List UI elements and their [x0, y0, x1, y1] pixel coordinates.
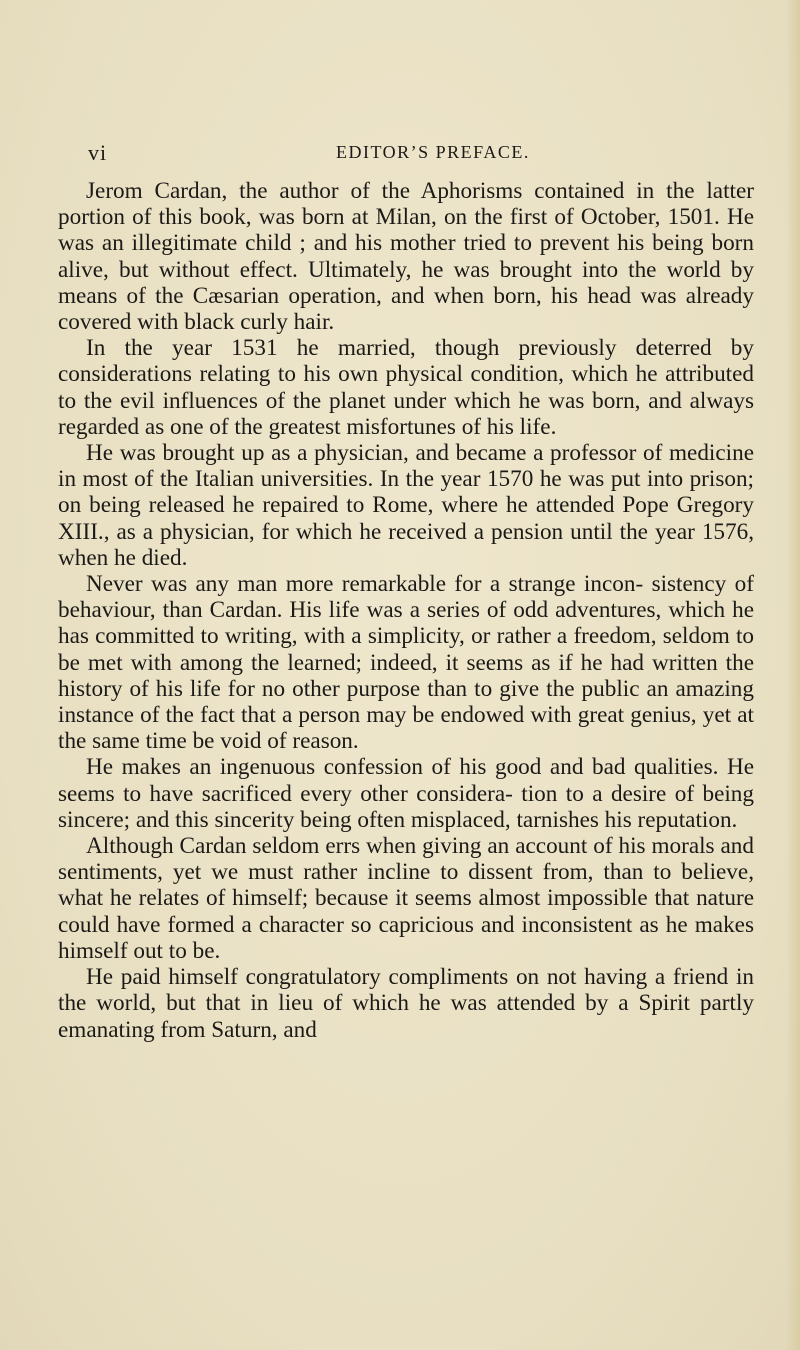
paragraph-morals: Although Cardan seldom errs when giving an account of his morals and sentiments, yet we must rather incline to dissent from, than to believe, what he relates of himself; because it seems almost impossible that nature could have formed a character so capricious and inconsistent as he makes himself out to be.	[58, 833, 754, 964]
paragraph-marriage: In the year 1531 he married, though previously deterred by considerations relating to his own physical condition, which he attributed to the evil influences of the planet under which he was born, and always regarded as one of the greatest misfortunes of his life.	[58, 335, 754, 440]
body-text	[58, 178, 754, 1043]
paragraph-career: He was brought up as a physician, and became a professor of medicine in most of the Italian universities. In the year 1570 he was put into prison; on being released he repaired to Rome, where he attended Pope Gregory XIII., as a physician, for which he received a pension until the year 1576, when he died.	[58, 440, 754, 571]
running-title: EDITOR’S PREFACE.	[336, 142, 530, 162]
paragraph-spirit: He paid himself congratulatory compliments on not having a friend in the world, but that in lieu of which he was attended by a Spirit partly emanating from Saturn, and	[58, 964, 754, 1043]
running-head	[88, 140, 748, 170]
page-number: vi	[88, 140, 108, 165]
paragraph-birth: Jerom Cardan, the author of the Aphorisms contained in the latter portion of this book, was born at Milan, on the first of October, 1501. He was an illegitimate child ; and his mother tried to prevent his being born alive, but without effect. Ultimately, he was brought into the world by means of the Cæsarian operation, and when born, his head was already covered with black curly hair.	[58, 178, 754, 336]
page-edge-shading	[786, 0, 800, 1350]
paragraph-confession: He makes an ingenuous confession of his good and bad qualities. He seems to have sacrificed every other considera- tion to a desire of being sincere; and this sincerity being often misplaced, tarnishes his reputation.	[58, 754, 754, 833]
paragraph-inconsistency: Never was any man more remarkable for a strange incon- sistency of behaviour, than Cardan. His life was a series of odd adventures, which he has committed to writing, with a simplicity, or rather a freedom, seldom to be met with among the learned; indeed, it seems as if he had written the history of his life for no other purpose than to give the public an amazing instance of the fact that a person may be endowed with great genius, yet at the same time be void of reason.	[58, 571, 754, 755]
